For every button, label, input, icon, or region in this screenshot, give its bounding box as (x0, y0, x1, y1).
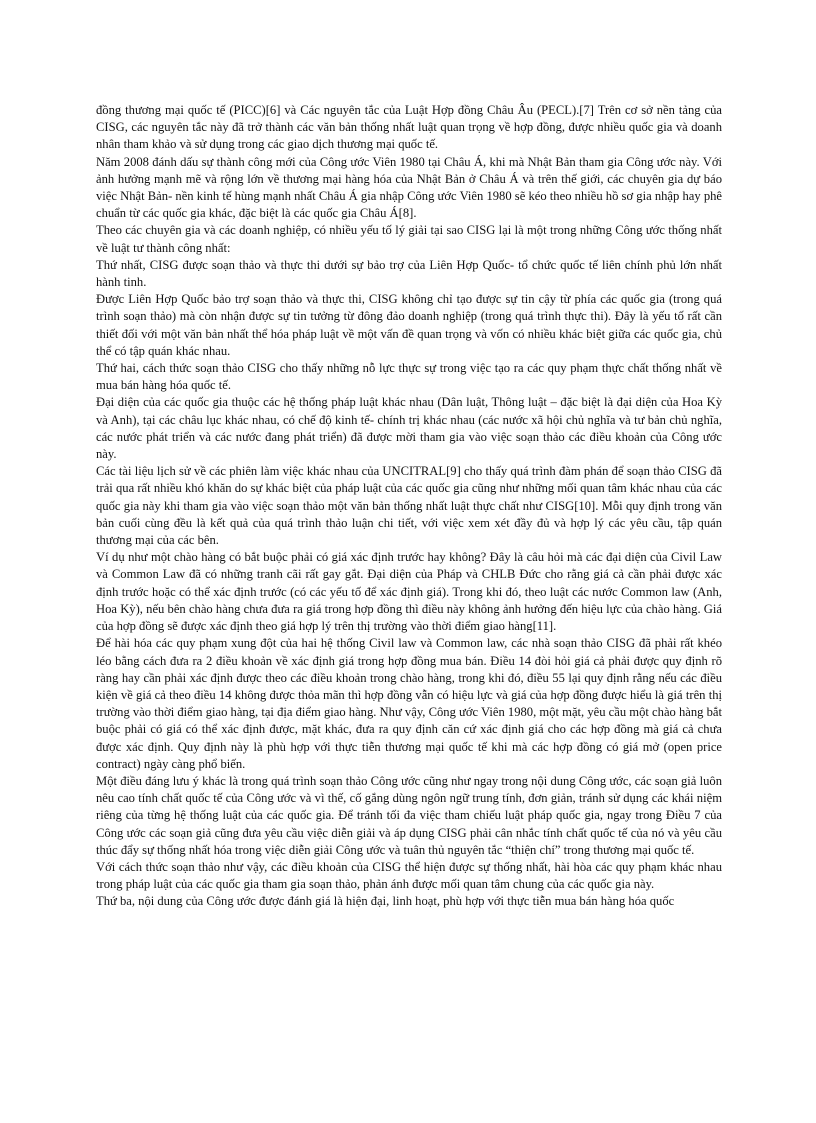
paragraph: đồng thương mại quốc tế (PICC)[6] và Các nguyên tắc của Luật Hợp đồng Châu Âu (PECL).[7] Trên cơ sở nền tảng của CISG, các nguyên tắc này đã trở thành các văn bản thống nhất luật quan trọng về hợp đồng, được nhiều quốc gia và doanh nhân tham khảo và sử dụng trong các giao dịch thương mại quốc tế. (96, 103, 722, 152)
paragraph: Để hài hóa các quy phạm xung đột của hai hệ thống Civil law và Common law, các nhà soạn thảo CISG đã phải rất khéo léo bằng cách đưa ra 2 điều khoản về xác định giá trong hợp đồng mua bán. Điều 14 đòi hỏi giá cả phải được quy định rõ ràng hay cần phải xác định được theo các điều khoản trong chào hàng, trong khi đó, điều 55 lại quy định rằng nếu các điều kiện về giá cả theo điều 14 không được thỏa mãn thì hợp đồng vẫn có hiệu lực và giá của hợp đồng được hiểu là giá trên thị trường vào thời điểm giao hàng, tại địa điểm giao hàng. Như vậy, Công ước Viên 1980, một mặt, yêu cầu một chào hàng bắt buộc phải có giá có thể xác định được, mặt khác, đưa ra quy định căn cứ xác định giá cho các hợp đồng mà giá cả chưa được xác định. Quy định này là phù hợp với thực tiễn thương mại quốc tế khi mà các hợp đồng có giá mở (open price contract) ngày càng phổ biến. (96, 636, 722, 771)
paragraph: Theo các chuyên gia và các doanh nghiệp, có nhiều yếu tố lý giải tại sao CISG lại là một trong những Công ước thống nhất về luật tư thành công nhất: (96, 223, 722, 255)
paragraph: Ví dụ như một chào hàng có bắt buộc phải có giá xác định trước hay không? Đây là câu hỏi mà các đại diện của Civil Law và Common Law đã có những tranh cãi rất gay gắt. Đại diện của Pháp và CHLB Đức cho rằng giá cả cần phải được xác định trước hoặc có thể xác định trước (có các yếu tố để xác định giá). Trong khi đó, theo luật các nước Common law (Anh, Hoa Kỳ), nếu bên chào hàng chưa đưa ra giá trong hợp đồng thì điều này không ảnh hưởng đến hiệu lực của chào hàng. Giá của hợp đồng sẽ được xác định theo giá hợp lý trên thị trường vào thời điểm giao hàng[11]. (96, 550, 722, 634)
paragraph: Thứ ba, nội dung của Công ước được đánh giá là hiện đại, linh hoạt, phù hợp với thực tiễn mua bán hàng hóa quốc (96, 894, 675, 909)
paragraph: Năm 2008 đánh dấu sự thành công mới của Công ước Viên 1980 tại Châu Á, khi mà Nhật Bản tham gia Công ước này. Với ảnh hưởng mạnh mẽ và rộng lớn về thương mại hàng hóa của Nhật Bản ở Châu Á và trên thế giới, các chuyên gia dự báo việc Nhật Bản- nền kinh tế hùng mạnh nhất Châu Á gia nhập Công ước Viên 1980 sẽ kéo theo nhiều hồ sơ gia nhập hay phê chuẩn từ các quốc gia khác, đặc biệt là các quốc gia Châu Á[8]. (96, 154, 722, 221)
paragraph: Thứ hai, cách thức soạn thảo CISG cho thấy những nỗ lực thực sự trong việc tạo ra các quy phạm thực chất thống nhất về mua bán hàng hóa quốc tế. (96, 361, 722, 393)
paragraph: Đại diện của các quốc gia thuộc các hệ thống pháp luật khác nhau (Dân luật, Thông luật – đặc biệt là đại diện của Hoa Kỳ và Anh), tại các châu lục khác nhau, có chế độ kinh tế- chính trị khác nhau (các nước xã hội chủ nghĩa và tư bản chủ nghĩa, các nước phát triển và các nước đang phát triển) đã được mời tham gia vào việc soạn thảo các điều khoản của Công ước này. (96, 395, 722, 462)
paragraph: Một điều đáng lưu ý khác là trong quá trình soạn thảo Công ước cũng như ngay trong nội dung Công ước, các soạn giả luôn nêu cao tính chất quốc tế của Công ước và vì thế, cố gắng dùng ngôn ngữ trung tính, đơn giản, tránh sử dụng các khái niệm riêng của từng hệ thống luật của các quốc gia. Để tránh tối đa việc tham chiếu luật pháp quốc gia, ngay trong Điều 7 của Công ước các soạn giả cũng đưa yêu cầu việc diễn giải và áp dụng CISG phải cân nhắc tính chất quốc tế của nó và yêu cầu thúc đẩy sự thống nhất hóa trong việc diễn giải Công ước và tuân thủ nguyên tắc “thiện chí” trong thương mại quốc tế. (96, 773, 722, 857)
document-body (96, 102, 722, 911)
paragraph: Các tài liệu lịch sử về các phiên làm việc khác nhau của UNCITRAL[9] cho thấy quá trình đàm phán để soạn thảo CISG đã trải qua rất nhiều khó khăn do sự khác biệt của pháp luật của các quốc gia cũng như những mối quan tâm khác nhau của các quốc gia này khi tham gia vào việc soạn thảo một văn bản thống nhất luật thực chất như CISG[10]. Mỗi quy định trong văn bản cuối cùng đều là kết quả của quá trình thảo luận chi tiết, với việc xem xét đầy đủ và hợp lý các yêu cầu, tập quán thương mại của các bên. (96, 464, 722, 548)
paragraph: Được Liên Hợp Quốc bảo trợ soạn thảo và thực thi, CISG không chỉ tạo được sự tin cậy từ phía các quốc gia (trong quá trình soạn thảo) mà còn nhận được sự tin tưởng từ đông đảo doanh nghiệp (trong quá trình thực thi). Đây là yếu tố rất cần thiết đối với một văn bản nhất thể hóa pháp luật về một vấn đề quan trọng và vốn có nhiều khác biệt giữa các quốc gia, chủ thể có tập quán khác nhau. (96, 292, 722, 358)
paragraph: Với cách thức soạn thảo như vậy, các điều khoản của CISG thể hiện được sự thống nhất, hài hòa các quy phạm khác nhau trong pháp luật của các quốc gia tham gia soạn thảo, phản ánh được mối quan tâm chung của các quốc gia này. (96, 859, 722, 892)
paragraph: Thứ nhất, CISG được soạn thảo và thực thi dưới sự bảo trợ của Liên Hợp Quốc- tổ chức quốc tế liên chính phủ lớn nhất hành tinh. (96, 257, 722, 290)
